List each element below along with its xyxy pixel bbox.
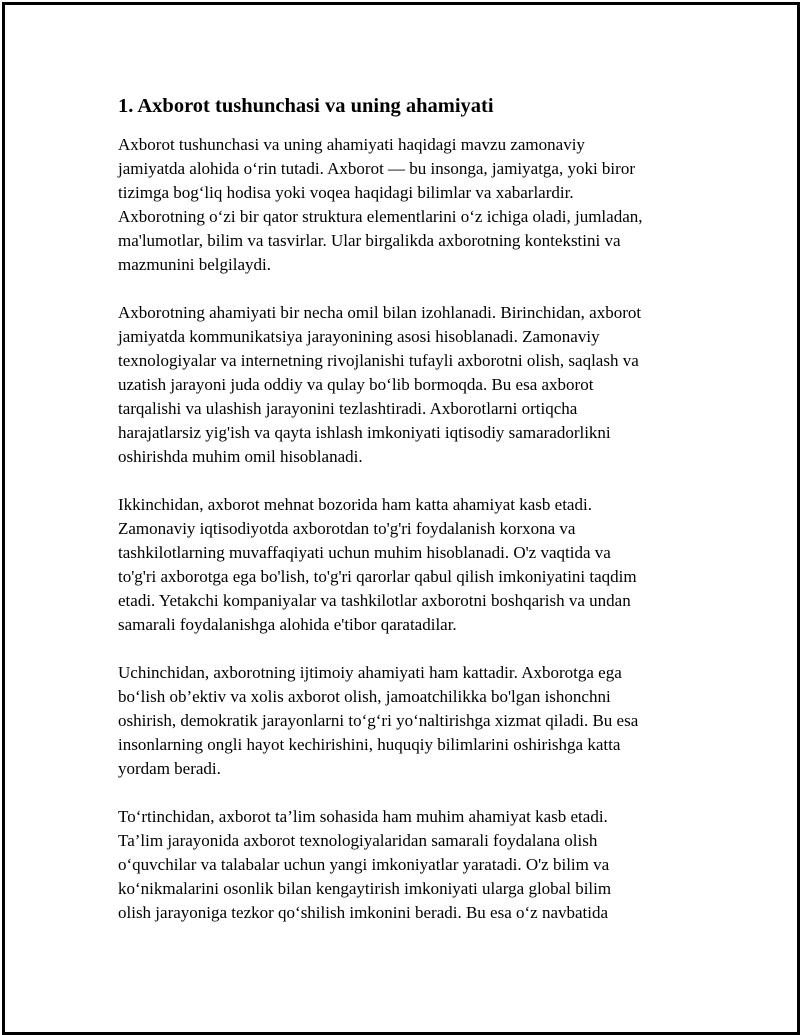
paragraph-line: texnologiyalar va internetning rivojlanishi tufayli axborotni olish, saqlash va: [118, 351, 639, 370]
paragraph-line: tarqalishi va ulashish jarayonini tezlashtiradi. Axborotlarni ortiqcha: [118, 399, 578, 418]
paragraph-line: Zamonaviy iqtisodiyotda axborotdan to'g'ri foydalanish korxona va: [118, 519, 576, 538]
paragraph-line: Uchinchidan, axborotning ijtimoiy ahamiyati ham kattadir. Axborotga ega: [118, 663, 622, 682]
document-body: [118, 93, 693, 949]
paragraph-line: harajatlarsiz yig'ish va qayta ishlash imkoniyati iqtisodiy samaradorlikni: [118, 423, 611, 442]
paragraph-line: ma'lumotlar, bilim va tasvirlar. Ular birgalikda axborotning kontekstini va: [118, 231, 621, 250]
paragraph-line: mazmunini belgilaydi.: [118, 255, 271, 274]
paragraph-line: to'g'ri axborotga ega bo'lish, to'g'ri qarorlar qabul qilish imkoniyatini taqdim: [118, 567, 637, 586]
paragraph-line: yordam beradi.: [118, 759, 221, 778]
paragraph-line: oshirish, demokratik jarayonlarni to‘g‘ri yo‘naltirishga xizmat qiladi. Bu esa: [118, 711, 639, 730]
paragraph-line: samarali foydalanishga alohida e'tibor qaratadilar.: [118, 615, 457, 634]
paragraph-line: bo‘lish ob’ektiv va xolis axborot olish, jamoatchilikka bo'lgan ishonchni: [118, 687, 611, 706]
paragraph-4: [118, 661, 693, 781]
paragraph-line: oshirishda muhim omil hisoblanadi.: [118, 447, 363, 466]
paragraph-line: To‘rtinchidan, axborot ta’lim sohasida ham muhim ahamiyat kasb etadi.: [118, 807, 608, 826]
paragraph-line: insonlarning ongli hayot kechirishini, huquqiy bilimlarini oshirishga katta: [118, 735, 621, 754]
paragraph-line: Axborotning ahamiyati bir necha omil bilan izohlanadi. Birinchidan, axborot: [118, 303, 642, 322]
paragraph-line: tashkilotlarning muvaffaqiyati uchun muhim hisoblanadi. O'z vaqtida va: [118, 543, 611, 562]
paragraph-1: [118, 133, 693, 277]
paragraph-line: jamiyatda kommunikatsiya jarayonining asosi hisoblanadi. Zamonaviy: [118, 327, 600, 346]
paragraph-line: olish jarayoniga tezkor qo‘shilish imkonini beradi. Bu esa o‘z navbatida: [118, 903, 609, 922]
paragraph-line: etadi. Yetakchi kompaniyalar va tashkilotlar axborotni boshqarish va undan: [118, 591, 631, 610]
section-heading: 1. Axborot tushunchasi va uning ahamiyati: [118, 95, 494, 117]
paragraph-2: [118, 301, 693, 469]
paragraph-line: tizimga bog‘liq hodisa yoki voqea haqidagi bilimlar va xabarlardir.: [118, 183, 574, 202]
paragraph-line: Axborotning o‘zi bir qator struktura elementlarini o‘z ichiga oladi, jumladan,: [118, 207, 643, 226]
paragraph-line: Axborot tushunchasi va uning ahamiyati haqidagi mavzu zamonaviy: [118, 135, 585, 154]
paragraph-line: jamiyatda alohida o‘rin tutadi. Axborot — bu insonga, jamiyatga, yoki biror: [118, 159, 635, 178]
paragraph-line: Ikkinchidan, axborot mehnat bozorida ham katta ahamiyat kasb etadi.: [118, 495, 592, 514]
paragraph-line: Ta’lim jarayonida axborot texnologiyalaridan samarali foydalana olish: [118, 831, 598, 850]
paragraph-3: [118, 493, 693, 637]
paragraph-5: [118, 805, 693, 925]
paragraph-line: o‘quvchilar va talabalar uchun yangi imkoniyatlar yaratadi. O'z bilim va: [118, 855, 610, 874]
paragraph-line: ko‘nikmalarini osonlik bilan kengaytirish imkoniyati ularga global bilim: [118, 879, 612, 898]
paragraph-line: uzatish jarayoni juda oddiy va qulay bo‘lib bormoqda. Bu esa axborot: [118, 375, 594, 394]
